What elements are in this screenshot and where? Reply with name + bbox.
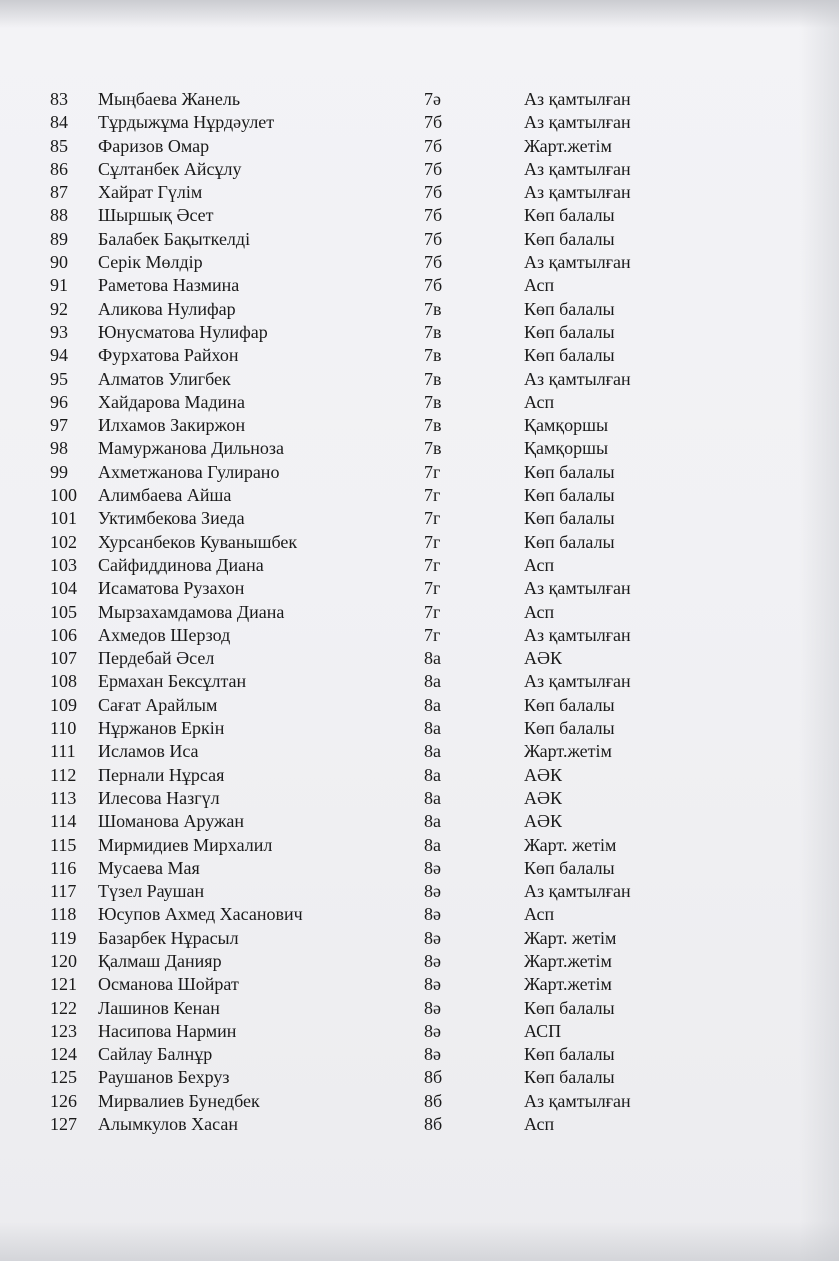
class-label: 8а [424, 718, 441, 739]
student-name: Мамуржанова Дильноза [98, 438, 285, 459]
row-number: 107 [50, 648, 77, 669]
list-row [0, 950, 839, 973]
class-label: 8а [424, 671, 441, 692]
student-name: Хурсанбеков Куванышбек [98, 531, 298, 552]
class-label: 7в [424, 391, 442, 412]
row-number: 90 [50, 252, 68, 273]
list-row [0, 717, 839, 740]
list-row [0, 368, 839, 391]
row-number: 126 [50, 1090, 77, 1111]
class-label: 8а [424, 811, 441, 832]
student-name: Алымкулов Хасан [98, 1114, 238, 1135]
class-label: 8а [424, 741, 441, 762]
status-label: АӘК [524, 764, 563, 785]
list-row [0, 274, 839, 297]
class-label: 7в [424, 415, 442, 436]
status-label: Қамқоршы [524, 438, 609, 459]
status-label: Аз қамтылған [524, 1090, 631, 1111]
list-row [0, 810, 839, 833]
student-name: Мырзахамдамова Диана [98, 601, 285, 622]
list-row [0, 391, 839, 414]
list-row [0, 251, 839, 274]
class-label: 7в [424, 298, 442, 319]
student-name: Хайрат Гүлім [98, 182, 203, 203]
class-label: 7ә [424, 89, 441, 109]
student-name: Аликова Нулифар [98, 298, 236, 319]
student-name: Ахметжанова Гулирано [98, 461, 280, 482]
class-label: 8а [424, 787, 441, 808]
class-label: 8а [424, 694, 441, 715]
page-shadow-top [0, 0, 839, 28]
student-name: Балабек Бақыткелді [98, 228, 251, 249]
class-label: 7б [424, 252, 443, 273]
class-label: 7б [424, 135, 443, 156]
status-label: Көп балалы [524, 857, 615, 878]
student-name: Уктимбекова Зиеда [98, 508, 245, 529]
student-name: Исаматова Рузахон [98, 578, 245, 599]
student-name: Пернали Нұрсая [98, 764, 225, 785]
class-label: 8а [424, 648, 441, 669]
status-label: Аз қамтылған [524, 881, 631, 902]
row-number: 117 [50, 881, 77, 902]
list-row [0, 694, 839, 717]
class-label: 8б [424, 1067, 443, 1088]
class-label: 7б [424, 158, 443, 179]
row-number: 122 [50, 997, 77, 1018]
list-row [0, 903, 839, 926]
list-row [0, 88, 839, 111]
list-row [0, 1020, 839, 1043]
list-row [0, 181, 839, 204]
page-shadow-bottom [0, 1221, 839, 1261]
list-row [0, 484, 839, 507]
list-row [0, 228, 839, 251]
class-label: 7б [424, 205, 443, 226]
list-row [0, 135, 839, 158]
class-label: 7б [424, 228, 443, 249]
status-label: Асп [524, 904, 555, 925]
status-label: Жарт.жетім [524, 741, 612, 762]
status-label: Асп [524, 1114, 555, 1135]
row-number: 103 [50, 554, 77, 575]
student-name: Хайдарова Мадина [98, 391, 245, 412]
list-row [0, 298, 839, 321]
status-label: Аз қамтылған [524, 112, 631, 133]
row-number: 114 [50, 811, 77, 832]
row-number: 88 [50, 205, 68, 226]
student-name: Сұлтанбек Айсұлу [98, 158, 242, 179]
status-label: Көп балалы [524, 531, 615, 552]
class-label: 7г [424, 578, 441, 599]
status-label: Асп [524, 275, 555, 296]
list-row [0, 764, 839, 787]
status-label: Жарт. жетім [524, 927, 617, 948]
list-row [0, 204, 839, 227]
row-number: 108 [50, 671, 77, 692]
student-name: Қалмаш Данияр [98, 950, 222, 971]
row-number: 127 [50, 1114, 77, 1135]
student-name: Исламов Иса [98, 741, 199, 762]
list-row [0, 787, 839, 810]
student-name: Ермахан Бексұлтан [98, 671, 247, 692]
list-row [0, 740, 839, 763]
student-name: Ахмедов Шерзод [98, 624, 231, 645]
status-label: Көп балалы [524, 345, 615, 366]
class-label: 7б [424, 275, 443, 296]
class-label: 7б [424, 112, 443, 133]
row-number: 92 [50, 298, 68, 319]
student-name: Түзел Раушан [98, 881, 205, 902]
status-label: Аз қамтылған [524, 671, 631, 692]
class-label: 7г [424, 554, 441, 575]
student-name: Сайфиддинова Диана [98, 554, 264, 575]
list-row [0, 437, 839, 460]
student-name: Илесова Назгүл [98, 787, 220, 808]
status-label: Көп балалы [524, 485, 615, 506]
class-label: 7в [424, 438, 442, 459]
class-label: 7г [424, 485, 441, 506]
student-name: Раметова Назмина [98, 275, 240, 296]
row-number: 119 [50, 927, 77, 948]
row-number: 95 [50, 368, 68, 389]
row-number: 97 [50, 415, 68, 436]
status-label: Көп балалы [524, 997, 615, 1018]
class-label: 7в [424, 368, 442, 389]
student-name: Фурхатова Райхон [98, 345, 239, 366]
status-label: АӘК [524, 787, 563, 808]
class-label: 7в [424, 345, 442, 366]
class-label: 8а [424, 764, 441, 785]
row-number: 91 [50, 275, 68, 296]
list-row [0, 973, 839, 996]
list-row [0, 321, 839, 344]
row-number: 106 [50, 624, 77, 645]
student-name: Базарбек Нұрасыл [98, 927, 239, 948]
list-row [0, 601, 839, 624]
student-name: Лашинов Кенан [98, 997, 220, 1018]
status-label: Асп [524, 554, 555, 575]
class-label: 8ә [424, 974, 441, 995]
student-name: Серік Мөлдір [98, 252, 203, 273]
student-name: Пердебай Әсел [98, 648, 215, 669]
list-row [0, 624, 839, 647]
row-number: 102 [50, 531, 77, 552]
student-name: Мирмидиев Мирхалил [98, 834, 273, 855]
student-name: Раушанов Бехруз [98, 1067, 230, 1088]
row-number: 101 [50, 508, 77, 529]
class-label: 8ә [424, 997, 441, 1018]
row-number: 112 [50, 764, 77, 785]
status-label: Көп балалы [524, 718, 615, 739]
list-row [0, 1113, 839, 1136]
class-label: 8ә [424, 1044, 441, 1065]
class-label: 7г [424, 461, 441, 482]
student-name: Насипова Нармин [98, 1020, 237, 1041]
list-row [0, 158, 839, 181]
status-label: Аз қамтылған [524, 578, 631, 599]
class-label: 8ә [424, 950, 441, 971]
class-label: 8ә [424, 904, 441, 925]
student-name: Юсупов Ахмед Хасанович [98, 904, 303, 925]
status-label: Аз қамтылған [524, 182, 631, 203]
status-label: Көп балалы [524, 205, 615, 226]
student-name: Тұрдыжұма Нұрдәулет [98, 112, 275, 133]
row-number: 118 [50, 904, 77, 925]
row-number: 99 [50, 461, 68, 482]
status-label: АӘК [524, 648, 563, 669]
list-row [0, 647, 839, 670]
status-label: Жарт.жетім [524, 950, 612, 971]
list-row [0, 414, 839, 437]
student-name: Шоманова Аружан [98, 811, 245, 832]
list-row [0, 927, 839, 950]
status-label: Көп балалы [524, 321, 615, 342]
status-label: Көп балалы [524, 1044, 615, 1065]
status-label: Жарт.жетім [524, 135, 612, 156]
row-number: 85 [50, 135, 68, 156]
student-name: Мирвалиев Бунедбек [98, 1090, 260, 1111]
status-label: Көп балалы [524, 508, 615, 529]
row-number: 120 [50, 950, 77, 971]
row-number: 109 [50, 694, 77, 715]
status-label: Көп балалы [524, 694, 615, 715]
row-number: 123 [50, 1020, 77, 1041]
list-row [0, 670, 839, 693]
class-label: 7г [424, 601, 441, 622]
row-number: 94 [50, 345, 68, 366]
class-label: 7б [424, 182, 443, 203]
list-row [0, 531, 839, 554]
status-label: Аз қамтылған [524, 89, 631, 109]
status-label: Аз қамтылған [524, 158, 631, 179]
row-number: 83 [50, 89, 68, 109]
status-label: Аз қамтылған [524, 624, 631, 645]
class-label: 8б [424, 1114, 443, 1135]
status-label: Көп балалы [524, 461, 615, 482]
row-number: 93 [50, 321, 68, 342]
row-number: 84 [50, 112, 68, 133]
student-name: Юнусматова Нулифар [98, 321, 268, 342]
row-number: 100 [50, 485, 77, 506]
row-number: 104 [50, 578, 77, 599]
student-list [0, 88, 839, 1136]
row-number: 115 [50, 834, 77, 855]
status-label: Аз қамтылған [524, 368, 631, 389]
student-name: Сағат Арайлым [98, 694, 218, 715]
student-name: Сайлау Балнұр [98, 1044, 213, 1065]
student-name: Мыңбаева Жанель [98, 89, 241, 109]
list-row [0, 857, 839, 880]
status-label: Жарт. жетім [524, 834, 617, 855]
class-label: 7в [424, 321, 442, 342]
class-label: 8ә [424, 857, 441, 878]
student-name: Шыршық Әсет [98, 205, 214, 226]
list-row [0, 111, 839, 134]
class-label: 7г [424, 508, 441, 529]
status-label: Көп балалы [524, 1067, 615, 1088]
list-row [0, 1090, 839, 1113]
list-row [0, 554, 839, 577]
list-row [0, 834, 839, 857]
list-row [0, 507, 839, 530]
class-label: 8а [424, 834, 441, 855]
student-name: Илхамов Закиржон [98, 415, 246, 436]
list-row [0, 880, 839, 903]
row-number: 121 [50, 974, 77, 995]
status-label: Қамқоршы [524, 415, 609, 436]
status-label: АӘК [524, 811, 563, 832]
row-number: 96 [50, 391, 68, 412]
status-label: Аз қамтылған [524, 252, 631, 273]
status-label: Асп [524, 391, 555, 412]
row-number: 105 [50, 601, 77, 622]
list-row [0, 997, 839, 1020]
row-number: 89 [50, 228, 68, 249]
student-name: Алматов Улигбек [98, 368, 231, 389]
status-label: Жарт.жетім [524, 974, 612, 995]
list-row [0, 461, 839, 484]
list-row [0, 1066, 839, 1089]
row-number: 124 [50, 1044, 77, 1065]
class-label: 8ә [424, 927, 441, 948]
class-label: 7г [424, 624, 441, 645]
row-number: 125 [50, 1067, 77, 1088]
list-row [0, 344, 839, 367]
student-name: Фаризов Омар [98, 135, 210, 156]
status-label: АСП [524, 1020, 562, 1041]
student-name: Алимбаева Айша [98, 485, 232, 506]
status-label: Көп балалы [524, 228, 615, 249]
student-name: Османова Шойрат [98, 974, 239, 995]
row-number: 87 [50, 182, 68, 203]
row-number: 110 [50, 718, 77, 739]
row-number: 86 [50, 158, 68, 179]
class-label: 8б [424, 1090, 443, 1111]
row-number: 113 [50, 787, 77, 808]
row-number: 116 [50, 857, 77, 878]
list-row [0, 577, 839, 600]
status-label: Асп [524, 601, 555, 622]
class-label: 7г [424, 531, 441, 552]
student-name: Нұржанов Еркін [98, 718, 225, 739]
class-label: 8ә [424, 881, 441, 902]
row-number: 111 [50, 741, 76, 762]
class-label: 8ә [424, 1020, 441, 1041]
status-label: Көп балалы [524, 298, 615, 319]
list-row [0, 1043, 839, 1066]
student-name: Мусаева Мая [98, 857, 200, 878]
row-number: 98 [50, 438, 68, 459]
